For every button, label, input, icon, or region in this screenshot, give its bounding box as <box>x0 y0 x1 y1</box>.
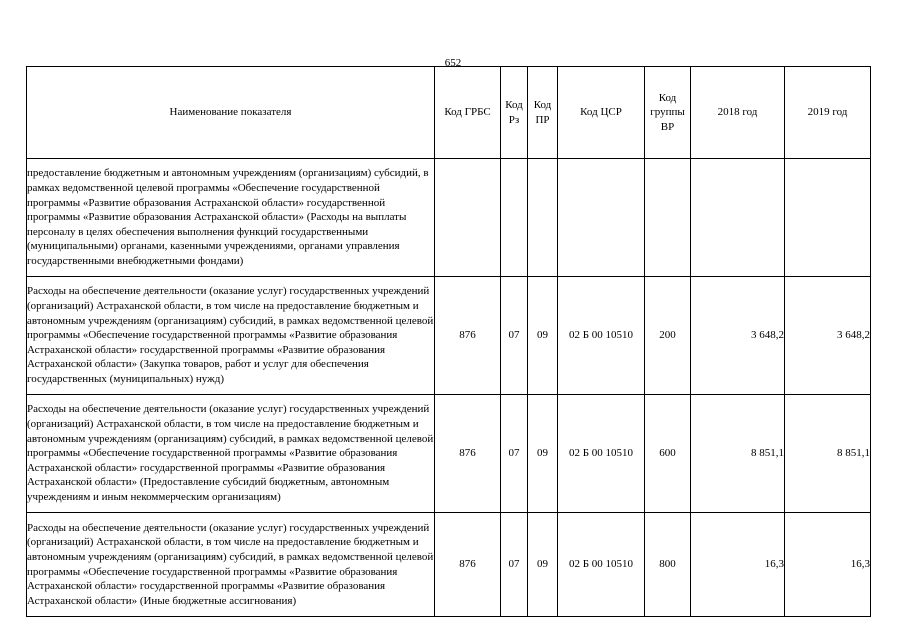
column-header-rz: Код Рз <box>501 67 528 159</box>
row-2018: 3 648,2 <box>691 277 785 395</box>
column-header-2018: 2018 год <box>691 67 785 159</box>
row-2018 <box>691 159 785 277</box>
row-2019: 16,3 <box>785 513 871 617</box>
row-rz: 07 <box>501 395 528 513</box>
row-name: предоставление бюджетным и автономным учреждениям (организациям) субсидий, в рамках ведомственной целевой программы «Обеспечение государственной программы «Развитие образования Астраханской области» государственной программы «Развитие образования Астраханской области» (Расходы на выплаты персоналу в целях обеспечения выполнения функций государственными (муниципальными) органами, казенными учреждениями, органами управления государственными внебюджетными фондами) <box>27 159 435 277</box>
row-2018: 8 851,1 <box>691 395 785 513</box>
row-csr: 02 Б 00 10510 <box>558 277 645 395</box>
row-csr: 02 Б 00 10510 <box>558 395 645 513</box>
page-number: 652 <box>444 57 462 69</box>
budget-table <box>26 66 871 617</box>
row-2018: 16,3 <box>691 513 785 617</box>
row-name: Расходы на обеспечение деятельности (оказание услуг) государственных учреждений (организаций) Астраханской области, в том числе на предоставление бюджетным и автономным учреждениям (организациям) субсидий, в рамках ведомственной целевой программы «Обеспечение государственной программы «Развитие образования Астраханской области» государственной программы «Развитие образования Астраханской области» (Иные бюджетные ассигнования) <box>27 513 435 617</box>
table-row <box>27 277 871 395</box>
table-header-row <box>27 67 871 159</box>
row-name: Расходы на обеспечение деятельности (оказание услуг) государственных учреждений (организаций) Астраханской области, в том числе на предоставление бюджетным и автономным учреждениям (организациям) субсидий, в рамках ведомственной целевой программы «Обеспечение государственной программы «Развитие образования Астраханской области» государственной программы «Развитие образования Астраханской области» (Предоставление субсидий бюджетным, автономным учреждениям и иным некоммерческим организациям) <box>27 395 435 513</box>
table-row <box>27 395 871 513</box>
table-row <box>27 513 871 617</box>
row-grbs: 876 <box>435 513 501 617</box>
row-vr <box>645 159 691 277</box>
row-2019: 3 648,2 <box>785 277 871 395</box>
row-csr <box>558 159 645 277</box>
row-rz: 07 <box>501 277 528 395</box>
row-pr: 09 <box>528 277 558 395</box>
row-vr: 800 <box>645 513 691 617</box>
row-grbs: 876 <box>435 395 501 513</box>
column-header-name: Наименование показателя <box>27 67 435 159</box>
column-header-csr: Код ЦСР <box>558 67 645 159</box>
row-pr <box>528 159 558 277</box>
row-csr: 02 Б 00 10510 <box>558 513 645 617</box>
row-2019 <box>785 159 871 277</box>
row-grbs <box>435 159 501 277</box>
row-rz: 07 <box>501 513 528 617</box>
column-header-vr: Код группы ВР <box>645 67 691 159</box>
column-header-pr: Код ПР <box>528 67 558 159</box>
row-pr: 09 <box>528 513 558 617</box>
row-2019: 8 851,1 <box>785 395 871 513</box>
row-vr: 600 <box>645 395 691 513</box>
column-header-2019: 2019 год <box>785 67 871 159</box>
table-row <box>27 159 871 277</box>
row-rz <box>501 159 528 277</box>
row-pr: 09 <box>528 395 558 513</box>
column-header-grbs: Код ГРБС <box>435 67 501 159</box>
row-name: Расходы на обеспечение деятельности (оказание услуг) государственных учреждений (организаций) Астраханской области, в том числе на предоставление бюджетным и автономным учреждениям (организациям) субсидий, в рамках ведомственной целевой программы «Обеспечение государственной программы «Развитие образования Астраханской области» государственной программы «Развитие образования Астраханской области» (Закупка товаров, работ и услуг для обеспечения государственных (муниципальных) нужд) <box>27 277 435 395</box>
row-grbs: 876 <box>435 277 501 395</box>
row-vr: 200 <box>645 277 691 395</box>
